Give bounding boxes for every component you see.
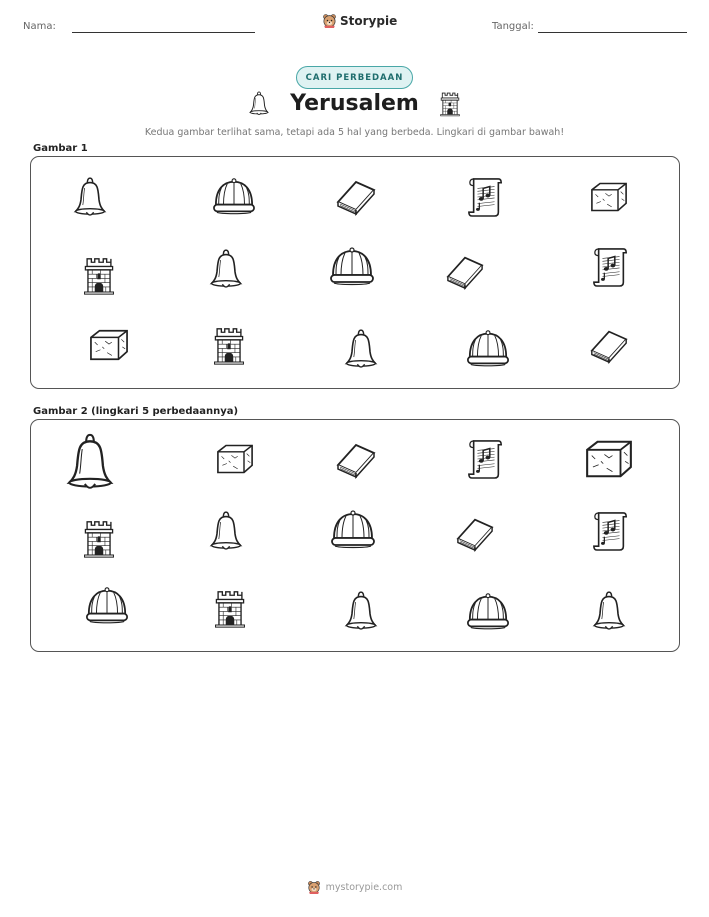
activity-type-badge: CARI PERBEDAAN: [296, 66, 413, 89]
music-scroll-icon: [592, 244, 630, 290]
date-field-line[interactable]: [538, 32, 687, 33]
picture-2-label: Gambar 2 (lingkari 5 perbedaannya): [33, 406, 239, 417]
stone-block-icon[interactable]: [212, 441, 258, 477]
bell-icon[interactable]: [343, 589, 379, 633]
book-icon[interactable]: [334, 439, 378, 479]
tower-icon: [212, 324, 246, 366]
footer-url: mystorypie.com: [325, 881, 403, 893]
book-icon[interactable]: [454, 514, 496, 552]
bell-icon[interactable]: [64, 431, 116, 493]
picture-2-panel[interactable]: [30, 419, 680, 652]
picture-1-label: Gambar 1: [33, 143, 88, 154]
title-row: [0, 90, 709, 117]
dome-cap-icon[interactable]: [84, 584, 130, 628]
tower-icon[interactable]: [213, 587, 247, 629]
tower-icon: [439, 90, 461, 117]
picture-1-panel: [30, 156, 680, 389]
bell-icon: [208, 247, 244, 291]
storypie-bear-icon: [307, 880, 321, 894]
bell-icon: [72, 175, 108, 219]
stone-block-icon: [86, 326, 132, 364]
storypie-bear-icon: [322, 13, 337, 28]
book-icon: [588, 325, 630, 365]
instructions: Kedua gambar terlihat sama, tetapi ada 5 hal yang berbeda. Lingkari di gambar bawah!: [144, 127, 565, 138]
music-scroll-icon[interactable]: [467, 436, 505, 482]
bell-icon[interactable]: [208, 509, 244, 553]
music-scroll-icon: [467, 174, 505, 220]
dome-cap-icon[interactable]: [329, 507, 377, 553]
tower-icon[interactable]: [82, 517, 116, 559]
bell-icon: [248, 90, 270, 117]
music-scroll-icon[interactable]: [592, 508, 630, 554]
name-field-line[interactable]: [72, 32, 255, 33]
name-label: Nama:: [23, 21, 56, 32]
footer: [0, 880, 709, 894]
date-label: Tanggal:: [492, 21, 534, 32]
dome-cap-icon: [328, 244, 376, 290]
bell-icon: [343, 327, 379, 371]
dome-cap-icon[interactable]: [465, 590, 511, 634]
stone-block-icon: [587, 179, 631, 215]
book-icon: [334, 176, 378, 216]
bell-icon[interactable]: [591, 589, 627, 633]
brand-name: Storypie: [340, 13, 398, 28]
book-icon: [444, 252, 486, 290]
stone-block-icon[interactable]: [578, 436, 640, 482]
dome-cap-icon: [465, 327, 511, 371]
brand-logo: [322, 13, 397, 28]
tower-icon: [82, 254, 116, 296]
dome-cap-icon: [211, 176, 257, 218]
page-title: Yerusalem: [290, 91, 419, 116]
